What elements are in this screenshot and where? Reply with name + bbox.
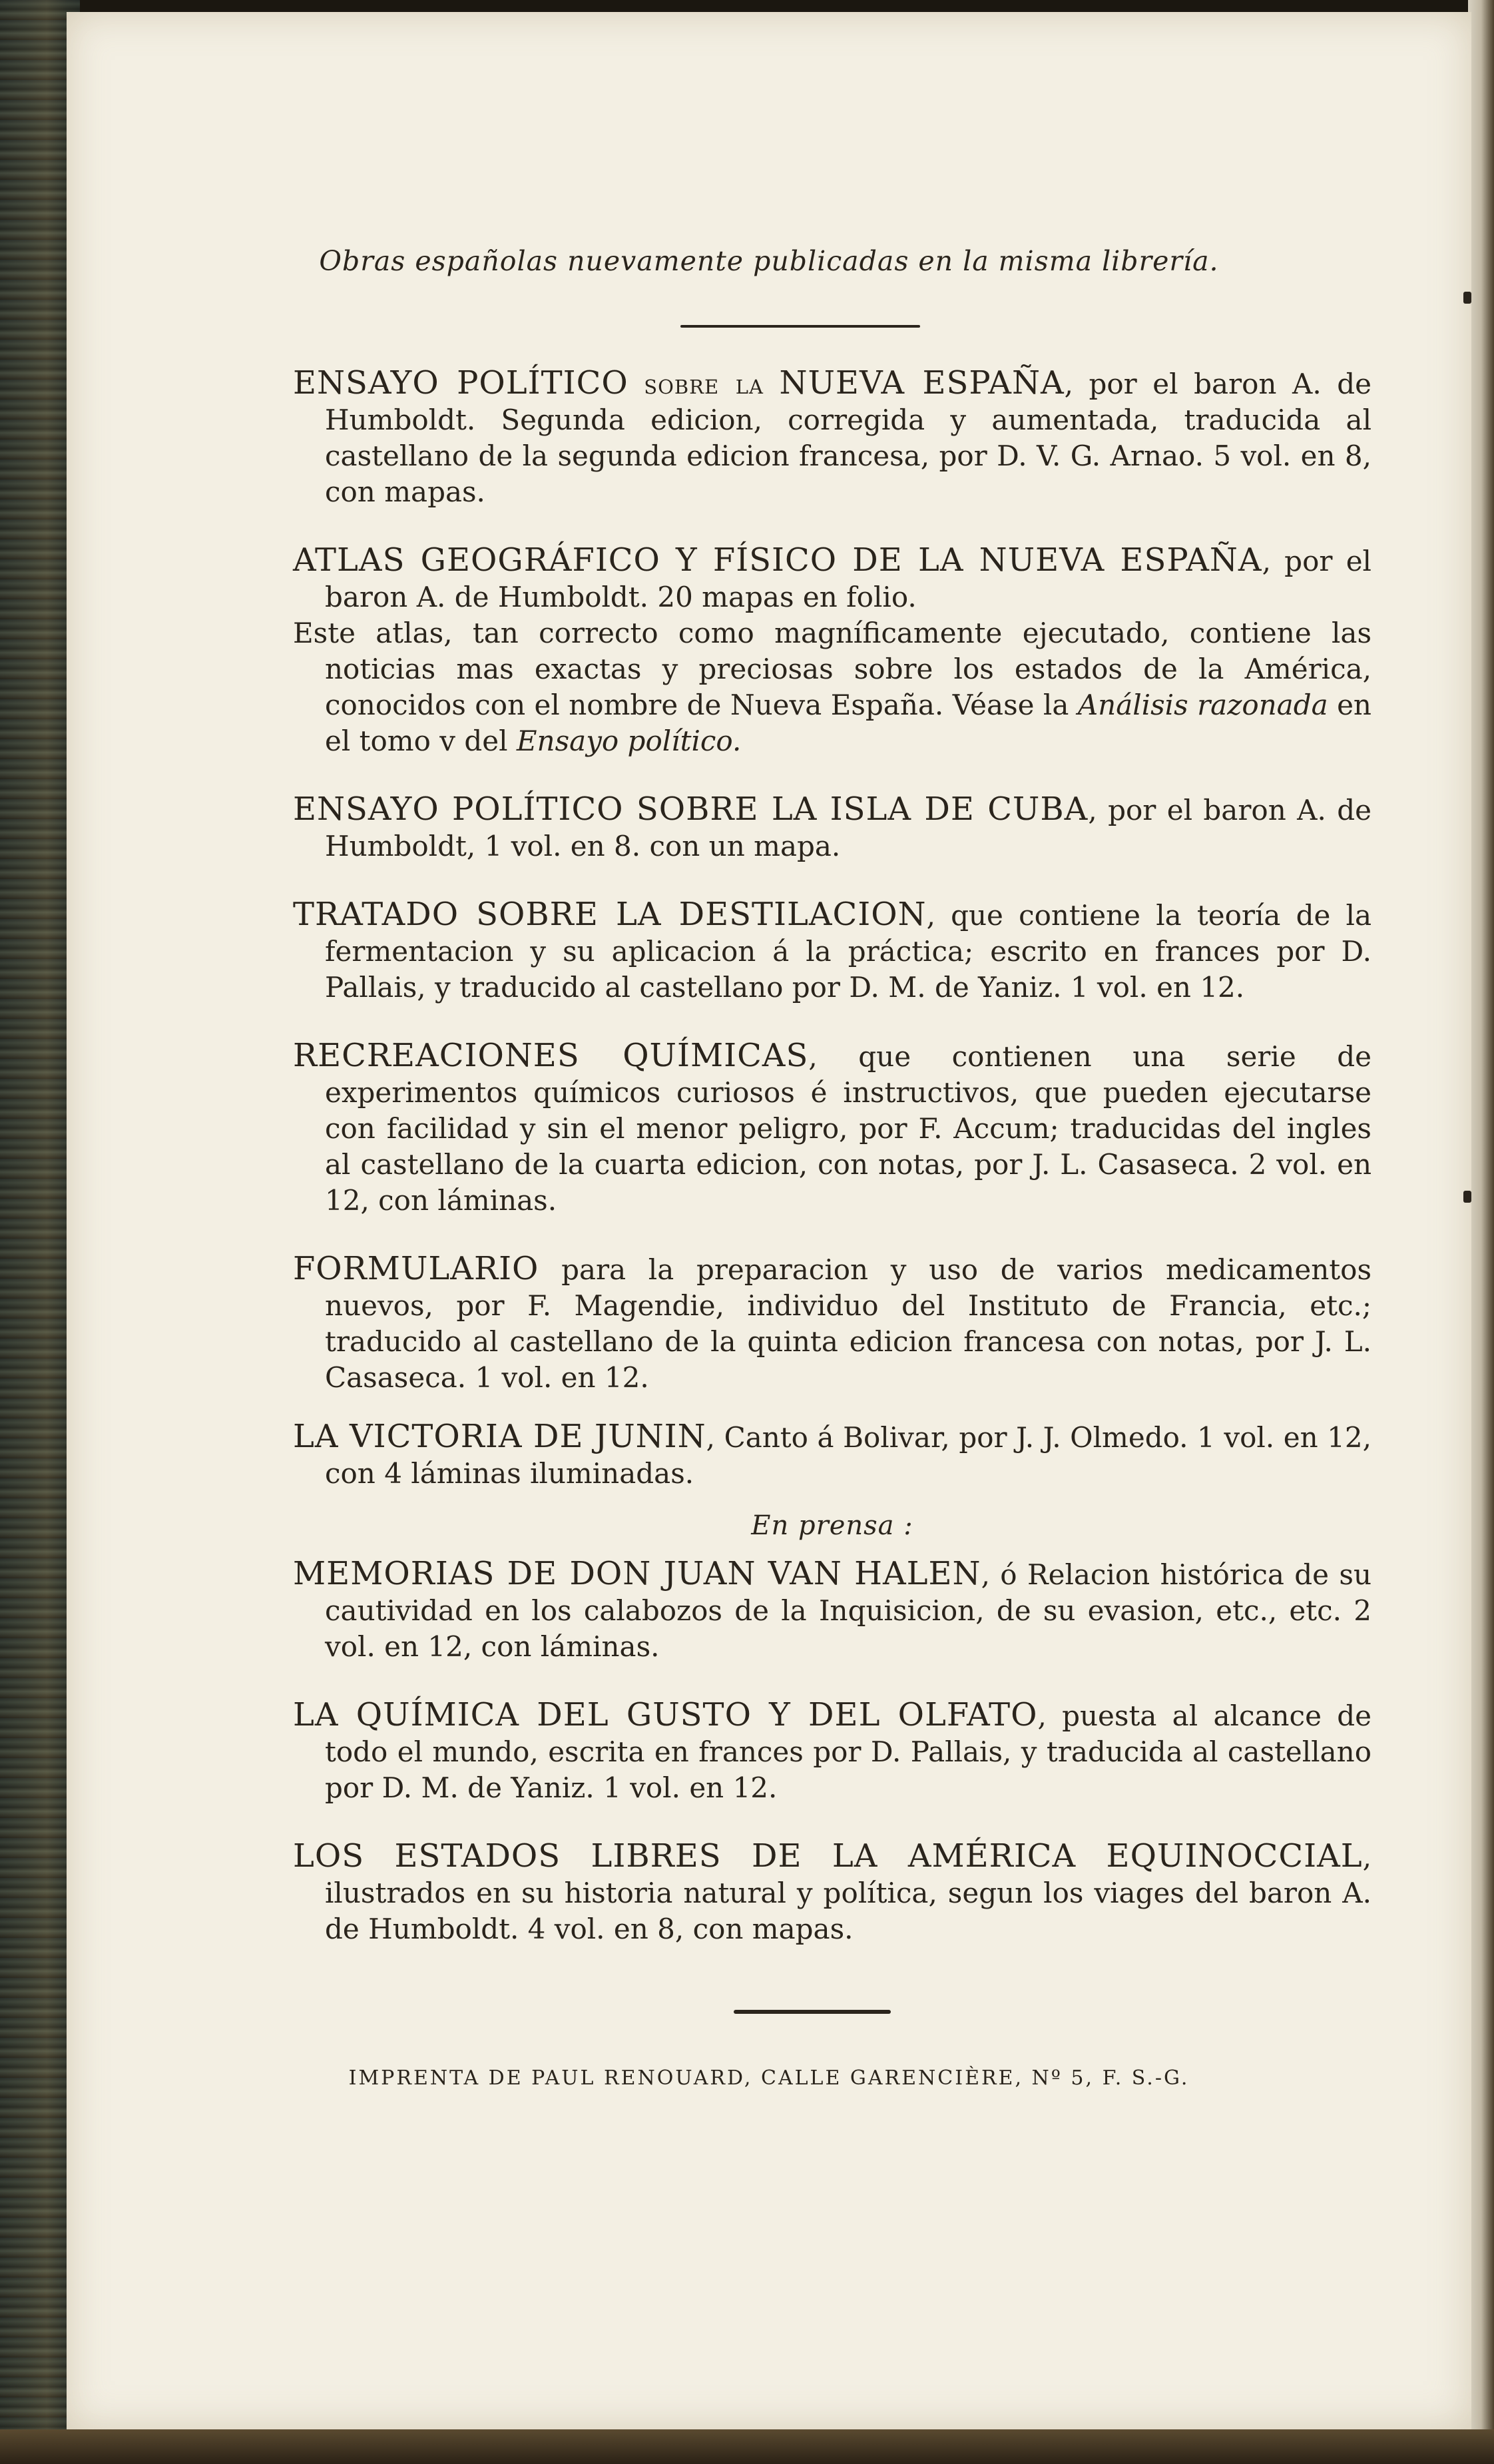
entry-recreaciones-quimicas	[293, 1038, 1371, 1219]
entry-tratado-destilacion	[293, 896, 1371, 1006]
press-label: En prensa :	[751, 1510, 913, 1541]
entry-title: RECREACIONES QUÍMICAS	[293, 1037, 809, 1074]
atlas-note-mid: en el tomo v del	[325, 689, 1371, 757]
entry-title: LOS ESTADOS LIBRES DE LA AMÉRICA EQUINOCCIAL	[293, 1837, 1363, 1875]
entry-small-caps: sobre la	[644, 368, 764, 400]
atlas-note-italic-2: Ensayo político.	[516, 725, 742, 757]
entry-desc: A. de Humboldt. Segunda edicion, corregida y aumentada, traducida al castellano de la segunda edicion francesa, por D. V. G. Arnao. 5 vol. en 8, con mapas.	[325, 368, 1371, 508]
entry-rest: , por el baron	[1088, 794, 1286, 826]
entry-atlas	[293, 542, 1371, 759]
entry-title: FORMULARIO	[293, 1250, 539, 1287]
page-edge-bottom	[0, 2429, 1494, 2464]
entry-victoria-junin	[293, 1418, 1371, 1492]
entry-ensayo-cuba	[293, 791, 1371, 864]
entry-title: LA VICTORIA DE JUNIN	[293, 1418, 706, 1455]
page-edge-right	[1468, 0, 1494, 2464]
entry-title: LA QUÍMICA DEL GUSTO Y DEL OLFATO	[293, 1696, 1038, 1733]
entry-rest: , ó Relacion histórica de su cautividad en los calabozos de la Inquisicion, de su evasion, etc., etc. 2 vol. en 12, con láminas.	[325, 1558, 1371, 1663]
imprint-line: IMPRENTA DE PAUL RENOUARD, CALLE GARENCIÈRE, Nº 5, F. S.-G.	[348, 2066, 1190, 2090]
entry-rest: , ilustrados en su historia natural y política, segun los viages del baron A. de Humboldt. 4 vol. en 8, con mapas.	[325, 1841, 1371, 1945]
entry-rest: , por el baron	[1064, 368, 1277, 400]
entry-rest: , por	[1262, 545, 1333, 577]
entries-list	[293, 365, 1371, 1979]
entry-title: MEMORIAS DE DON JUAN VAN HALEN	[293, 1555, 981, 1592]
entry-rest: , Canto á Bolivar, por J. J. Olmedo. 1 vol. en 12, con 4 láminas iluminadas.	[325, 1421, 1371, 1490]
entry-title: TRATADO SOBRE LA DESTILACION	[293, 896, 927, 933]
entry-title-2: NUEVA ESPAÑA	[779, 364, 1065, 402]
entry-rest: para la preparacion y uso de varios medicamentos nuevos, por F. Magendie, individuo del Instituto de Francia, etc.; traducido al castellano de la quinta edicion francesa con notas, por J. L. Casaseca. 1 vol. en 12.	[325, 1253, 1371, 1394]
bottom-rule	[734, 2010, 891, 2014]
entry-title: ATLAS GEOGRÁFICO Y FÍSICO DE LA NUEVA ESPAÑA	[293, 541, 1262, 579]
entry-ensayo-nueva-espana	[293, 365, 1371, 510]
entry-title: ENSAYO POLÍTICO SOBRE LA ISLA DE CUBA	[293, 790, 1089, 828]
entry-desc: el baron A. de Humboldt. 20 mapas en folio.	[325, 545, 1371, 613]
entry-desc: A. de Humboldt, 1 vol. en 8. con un mapa.	[325, 794, 1371, 862]
entry-estados-libres	[293, 1838, 1371, 1947]
entry-formulario	[293, 1251, 1371, 1396]
page-header: Obras españolas nuevamente publicadas en la misma librería.	[319, 245, 1219, 277]
entry-quimica-gusto	[293, 1697, 1371, 1806]
margin-mark	[1463, 1191, 1471, 1203]
margin-mark	[1463, 292, 1471, 304]
entry-rest: , que contienen una serie de experimentos químicos curiosos é instructivos, que pueden ejecutarse con facilidad y sin el menor peligro, por F. Accum; traducidas del ingles al castellano de la cuarta edicion, con notas, por J. L. Casaseca. 2 vol. en 12, con láminas.	[325, 1040, 1371, 1217]
atlas-note-italic: Análisis razonada	[1077, 689, 1328, 721]
entry-title: ENSAYO POLÍTICO	[293, 364, 628, 402]
entry-rest: , que contiene la teoría de la fermentacion y su aplicacion á la práctica; escrito en frances por D. Pallais, y traducido al castellano por D. M. de Yaniz. 1 vol. en 12.	[325, 899, 1372, 1004]
entry-rest: , puesta al alcance de todo el mundo, escrita en frances por D. Pallais, y traducida al castellano por D. M. de Yaniz. 1 vol. en 12.	[325, 1699, 1371, 1804]
entry-desc-atlas-note	[293, 615, 1371, 759]
entry-memorias-van-halen	[293, 1556, 1371, 1665]
book-page	[67, 12, 1471, 2429]
atlas-note-text: Este atlas, tan correcto como magníficamente ejecutado, contiene las noticias mas exactas y preciosas sobre los estados de la América, conocidos con el nombre de Nueva España. Véase la	[293, 617, 1371, 721]
top-rule	[680, 325, 920, 328]
